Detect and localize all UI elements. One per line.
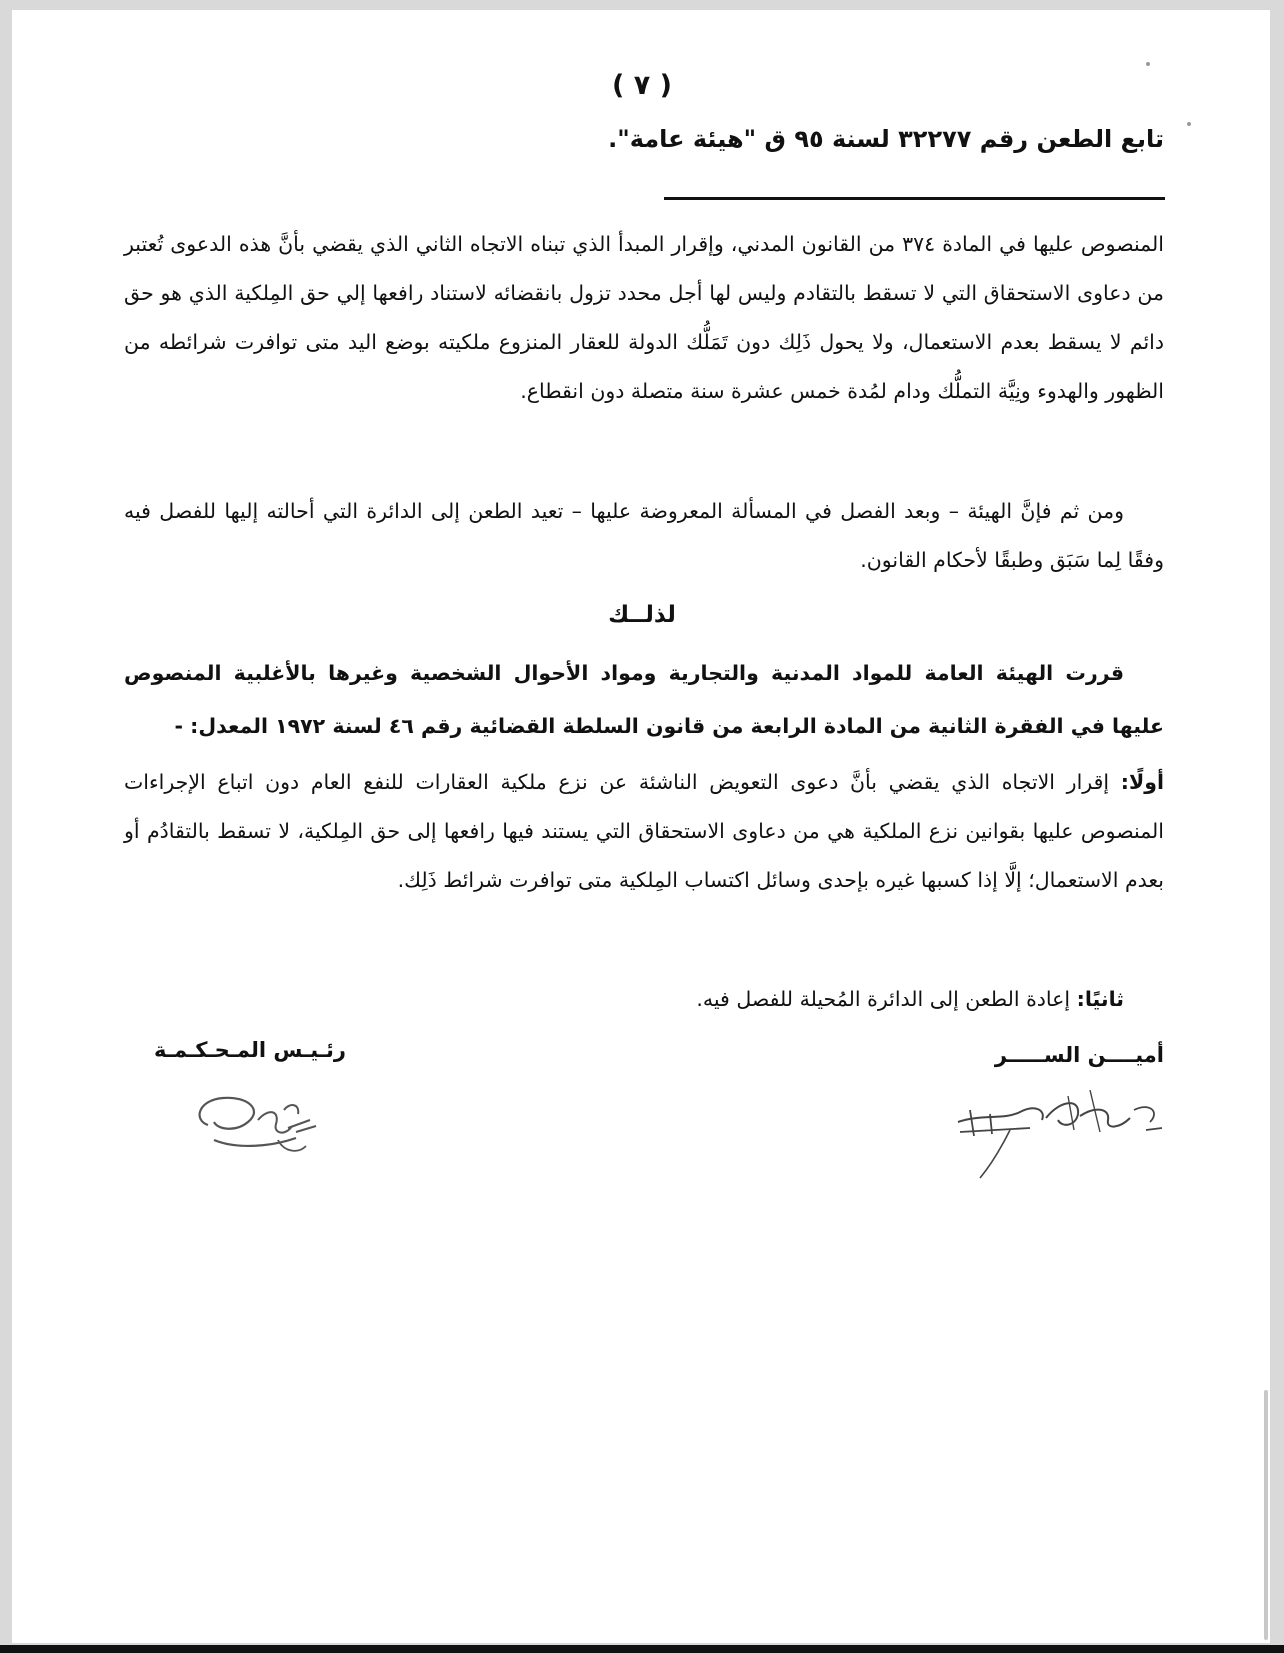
president-signature <box>188 1080 328 1170</box>
bottom-edge <box>0 1645 1284 1653</box>
resolution-item-2 <box>124 975 1164 1024</box>
scan-speck <box>1146 62 1150 66</box>
item-1-text: إقرار الاتجاه الذي يقضي بأنَّ دعوى التعويض الناشئة عن نزع ملكية العقارات للنفع العام دون اتباع الإجراءات المنصوص عليها بقوانين نزع الملكية هي من دعاوى الاستحقاق التي يستند فيها رافعها إلى حق المِلكية، لا تسقط بالتقادُم أو بعدم الاستعمال؛ إلَّا إذا كسبها غيره بإحدى وسائل اكتساب المِلكية متى توافرت شرائط ذَلِك. <box>124 770 1164 892</box>
resolution-paragraph <box>124 647 1164 753</box>
page-number: ( ٧ ) <box>612 70 672 101</box>
item-1-label: أولًا: <box>1120 770 1164 794</box>
header-divider <box>664 197 1165 200</box>
resolution-text: قررت الهيئة العامة للمواد المدنية والتجارية ومواد الأحوال الشخصية وغيرها بالأغلبية المنصوص عليها في الفقرة الثانية من المادة الرابعة من قانون السلطة القضائية رقم ٤٦ لسنة ١٩٧٢ المعدل: - <box>124 661 1164 738</box>
body-paragraph-2 <box>124 487 1164 585</box>
secretary-signature <box>950 1070 1170 1180</box>
section-heading: لذلــك <box>608 602 676 628</box>
body-paragraph-1: المنصوص عليها في المادة ٣٧٤ من القانون المدني، وإقرار المبدأ الذي تبناه الاتجاه الثاني الذي يقضي بأنَّ هذه الدعوى تُعتبر من دعاوى الاستحقاق التي لا تسقط بالتقادم وليس لها أجل محدد تزول بانقضائه لاستناد رافعها إلي حق المِلكية الذي هو حق دائم لا يسقط بعدم الاستعمال، ولا يحول ذَلِك دون تَمَلُّك الدولة للعقار المنزوع ملكيته بوضع اليد متى توافرت شرائطه من الظهور والهدوء ونِيَّة التملُّك ودام لمُدة خمس عشرة سنة متصلة دون انقطاع. <box>124 232 1164 403</box>
case-header: تابع الطعن رقم ٣٢٢٧٧ لسنة ٩٥ ق "هيئة عامة". <box>608 125 1164 153</box>
court-secretary-title: أميــــن الســـــر <box>994 1043 1164 1067</box>
resolution-item-1 <box>124 758 1164 905</box>
item-2-text: إعادة الطعن إلى الدائرة المُحيلة للفصل فيه. <box>696 987 1071 1011</box>
item-2-label: ثانيًا: <box>1076 987 1124 1011</box>
body-paragraph-2-text: ومن ثم فإنَّ الهيئة – وبعد الفصل في المسألة المعروضة عليها – تعيد الطعن إلى الدائرة التي أحالته إليها للفصل فيه وفقًا لِما سَبَق وطبقًا لأحكام القانون. <box>124 499 1164 572</box>
scrollbar[interactable] <box>1264 1390 1268 1640</box>
court-president-title: رئـيـس المـحـكـمـة <box>154 1038 346 1062</box>
scan-speck <box>1187 122 1191 126</box>
